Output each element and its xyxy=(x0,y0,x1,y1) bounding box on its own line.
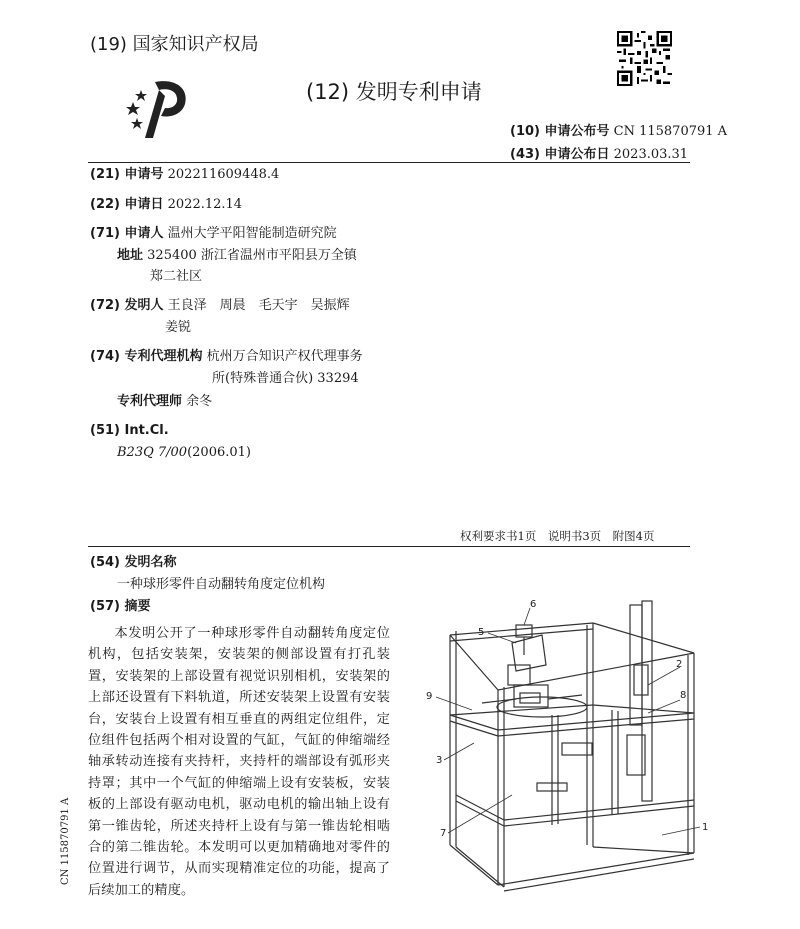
header-divider xyxy=(88,162,690,163)
address-line-1: 325400 浙江省温州市平阳县万全镇 xyxy=(147,248,357,263)
applicant-label: (71) 申请人 xyxy=(90,226,164,241)
publication-number xyxy=(510,120,727,139)
patent-agency-label: (74) 专利代理机构 xyxy=(90,349,203,364)
application-number xyxy=(90,165,279,185)
publication-date-value: 2023.03.31 xyxy=(613,147,689,162)
abstract-label-text: (57) 摘要 xyxy=(90,599,151,614)
figure-label-6: 6 xyxy=(530,599,537,610)
patent-agency-line-1: 杭州万合知识产权代理事务 xyxy=(206,349,363,364)
int-cl-code: B23Q 7/00 xyxy=(117,445,188,460)
figure-label-7: 7 xyxy=(440,828,447,839)
address xyxy=(117,246,357,266)
application-date xyxy=(90,195,242,215)
section-divider xyxy=(88,546,690,547)
int-cl-label-text: (51) Int.Cl. xyxy=(90,423,169,438)
invention-title: 一种球形零件自动翻转角度定位机构 xyxy=(117,577,326,592)
invention-title-label xyxy=(90,553,177,573)
publication-date-label: (43) 申请公布日 xyxy=(510,147,610,162)
int-cl-year: (2006.01) xyxy=(187,445,251,460)
abstract-text xyxy=(88,623,390,901)
figure-label-2: 2 xyxy=(676,659,683,670)
address-line-2: 郑二社区 xyxy=(150,269,203,284)
applicant-value: 温州大学平阳智能制造研究院 xyxy=(167,226,337,241)
document-type-title: (12) 发明专利申请 xyxy=(306,80,482,104)
inventors xyxy=(90,296,350,316)
address-label: 地址 xyxy=(117,248,144,263)
lift-rail xyxy=(627,601,652,801)
abstract-label xyxy=(90,597,151,617)
inventors-line-2: 姜锐 xyxy=(165,320,192,335)
representative-drawing xyxy=(412,595,722,920)
frame-lines xyxy=(450,623,694,891)
inventors-label: (72) 发明人 xyxy=(90,298,164,313)
qr-code-icon xyxy=(617,31,672,86)
figure-label-8: 8 xyxy=(680,690,687,701)
patent-agent xyxy=(117,392,212,412)
application-number-label: (21) 申请号 xyxy=(90,167,164,182)
page-count-summary: 权利要求书1页 说明书3页 附图4页 xyxy=(460,529,655,543)
invention-title-label-text: (54) 发明名称 xyxy=(90,555,177,570)
int-cl-entry xyxy=(117,443,251,463)
inventors-line-1: 王良泽 周晨 毛天宇 吴振辉 xyxy=(167,298,350,313)
publication-number-label: (10) 申请公布号 xyxy=(510,124,610,139)
int-cl-label xyxy=(90,421,169,441)
publication-number-value: CN 115870791 A xyxy=(613,124,728,139)
application-date-value: 2022.12.14 xyxy=(167,197,243,212)
camera-assembly xyxy=(512,625,546,671)
application-date-label: (22) 申请日 xyxy=(90,197,164,212)
patent-agent-label: 专利代理师 xyxy=(117,394,183,409)
figure-label-5: 5 xyxy=(478,627,485,638)
application-number-value: 202211609448.4 xyxy=(167,167,280,182)
figure-label-3: 3 xyxy=(436,755,443,766)
figure-label-9: 9 xyxy=(426,691,433,702)
publication-date xyxy=(510,143,688,162)
figure-label-1: 1 xyxy=(702,822,709,833)
abstract-body: 本发明公开了一种球形零件自动翻转角度定位机构，包括安装架，安装架的侧部设置有打孔装置，安装架的上部设置有视觉识别相机，安装架的上部还设置有下料轨道，所述安装架上设置有安装台，安装台上设置有相互垂直的两组定位组件，定位组件包括两个相对设置的气缸，气缸的伸缩端经轴承转动连接有夹持杆，夹持杆的端部设有弧形夹持罩；其中一个气缸的伸缩端上设有安装板，安装板的上部设有驱动电机，驱动电机的输出轴上设有第一锥齿轮，所述夹持杆上设有与第一锥齿轮相啮合的第二锥齿轮。本发明可以更加精确地对零件的位置进行调节，从而实现精准定位的功能，提高了后续加工的精度。 xyxy=(88,626,390,898)
side-publication-number: CN 115870791 A xyxy=(60,797,71,885)
applicant xyxy=(90,224,337,244)
patent-agent-value: 余冬 xyxy=(186,394,213,409)
cnipa-logo-icon xyxy=(125,78,195,140)
patent-agency xyxy=(90,347,363,367)
patent-agency-line-2: 所(特殊普通合伙) 33294 xyxy=(212,371,359,386)
office-name: (19) 国家知识产权局 xyxy=(90,34,259,55)
